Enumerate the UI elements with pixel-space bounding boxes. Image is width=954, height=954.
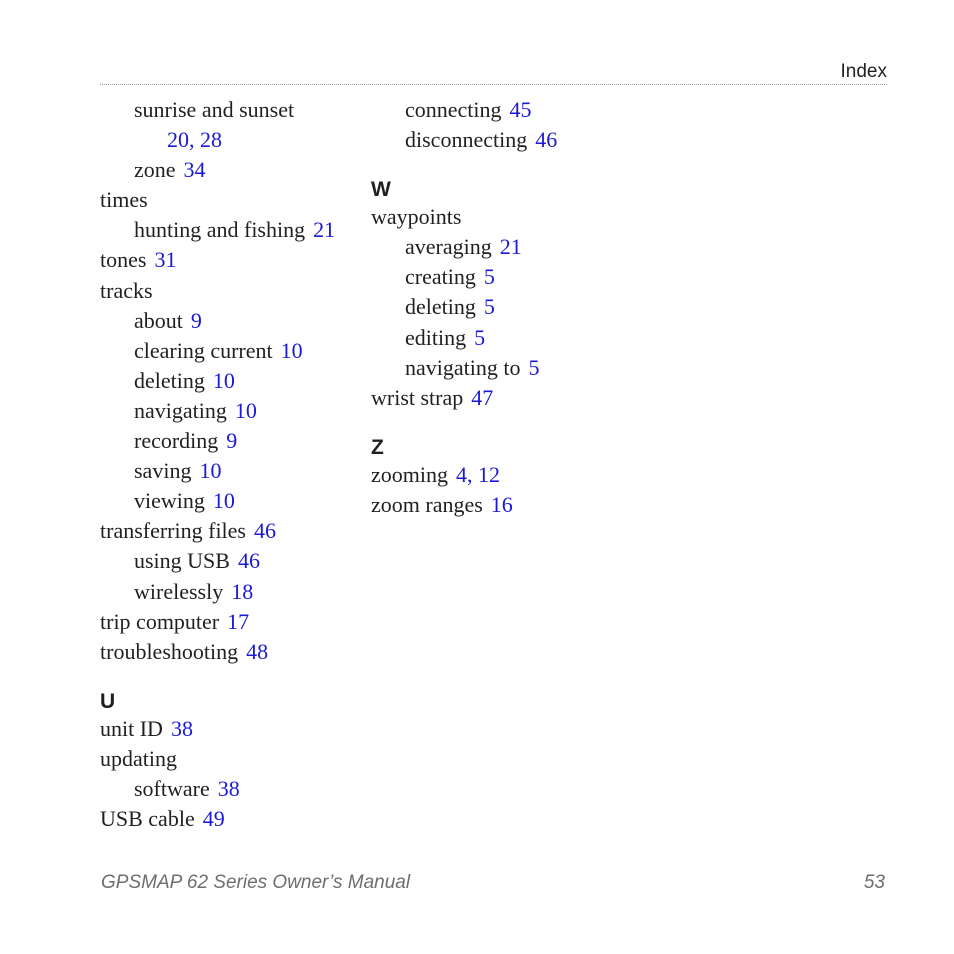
index-column-left xyxy=(100,95,360,834)
page-reference-link[interactable]: 4, 12 xyxy=(456,461,500,487)
index-subentry xyxy=(371,125,631,155)
index-subentry xyxy=(100,577,360,607)
index-term: updating xyxy=(100,745,177,771)
index-term: connecting xyxy=(405,97,502,122)
index-term: sunrise and sunset xyxy=(134,97,295,122)
index-subentry xyxy=(371,95,631,125)
page-reference-link[interactable]: 46 xyxy=(237,548,260,574)
index-entry xyxy=(100,637,360,667)
page-reference-link[interactable]: 10 xyxy=(280,337,303,363)
page-reference-link[interactable]: 5 xyxy=(474,324,486,350)
index-term: transferring files xyxy=(100,518,246,544)
index-column-right xyxy=(371,95,631,520)
page-reference-link[interactable]: 18 xyxy=(231,578,254,604)
index-entry xyxy=(100,245,360,275)
page-reference-link[interactable]: 10 xyxy=(212,488,235,514)
index-subentry xyxy=(100,366,360,396)
page-reference-link[interactable]: 48 xyxy=(246,638,269,664)
index-entry xyxy=(100,276,360,306)
page-reference-link[interactable]: 10 xyxy=(199,458,222,484)
index-subentry xyxy=(100,95,360,125)
index-entry xyxy=(371,383,631,413)
index-term: saving xyxy=(134,458,192,484)
index-subentry xyxy=(100,306,360,336)
index-term: USB cable xyxy=(100,806,195,832)
index-term: unit ID xyxy=(100,715,163,741)
index-term: deleting xyxy=(405,294,476,320)
index-subentry xyxy=(100,486,360,516)
page-reference-link[interactable]: 17 xyxy=(227,608,250,634)
index-term: wirelessly xyxy=(134,578,224,604)
index-subentry xyxy=(100,336,360,366)
index-entry xyxy=(100,607,360,637)
index-term: clearing current xyxy=(134,337,273,363)
index-term: disconnecting xyxy=(405,127,528,153)
index-subentry xyxy=(100,456,360,486)
index-term: editing xyxy=(405,324,467,350)
page-reference-link[interactable]: 5 xyxy=(483,264,495,290)
index-term: hunting and fishing xyxy=(134,217,306,243)
index-term: deleting xyxy=(134,367,205,393)
index-subentry xyxy=(100,774,360,804)
index-subentry xyxy=(100,155,360,185)
index-subentry xyxy=(371,232,631,262)
index-term: viewing xyxy=(134,488,205,514)
page-reference-link[interactable]: 10 xyxy=(234,397,257,423)
index-entry xyxy=(371,490,631,520)
index-entry xyxy=(100,185,360,215)
index-term: wrist strap xyxy=(371,384,464,410)
index-subentry xyxy=(371,262,631,292)
page-reference-link[interactable]: 34 xyxy=(183,157,206,183)
index-term: creating xyxy=(405,264,476,290)
index-entry xyxy=(100,714,360,744)
index-entry xyxy=(371,202,631,232)
index-subentry xyxy=(100,215,360,245)
index-term: navigating xyxy=(134,397,227,423)
manual-title: GPSMAP 62 Series Owner’s Manual xyxy=(101,872,411,893)
index-subentry xyxy=(371,292,631,322)
page-reference-link[interactable]: 21 xyxy=(499,234,522,260)
index-subentry xyxy=(371,323,631,353)
index-term: navigating to xyxy=(405,354,521,380)
index-subentry xyxy=(100,546,360,576)
index-subentry xyxy=(100,125,360,155)
page-reference-link[interactable]: 38 xyxy=(217,775,240,801)
index-term: using USB xyxy=(134,548,230,574)
index-term: averaging xyxy=(405,234,492,260)
index-entry xyxy=(371,460,631,490)
page-reference-link[interactable]: 5 xyxy=(528,354,540,380)
index-term: zone xyxy=(134,157,176,183)
section-label: Index xyxy=(840,61,887,82)
page-reference-link[interactable]: 46 xyxy=(254,518,276,544)
index-term: waypoints xyxy=(371,204,462,230)
page-reference-link[interactable]: 49 xyxy=(202,806,225,832)
index-term: zoom ranges xyxy=(371,491,483,517)
index-subentry xyxy=(100,426,360,456)
index-entry xyxy=(100,804,360,834)
page-reference-link[interactable]: 5 xyxy=(483,294,495,320)
index-term: times xyxy=(100,187,148,213)
index-subentry xyxy=(371,353,631,383)
index-term: troubleshooting xyxy=(100,638,239,664)
section-letter-heading: W xyxy=(371,178,391,202)
page-reference-link[interactable]: 10 xyxy=(212,367,235,393)
index-entry xyxy=(100,744,360,774)
index-term: software xyxy=(134,775,210,801)
page-reference-link[interactable]: 38 xyxy=(170,715,193,741)
index-term: zooming xyxy=(371,461,448,487)
page-reference-link[interactable]: 9 xyxy=(190,307,202,333)
page-reference-link[interactable]: 45 xyxy=(509,97,532,122)
index-term: trip computer xyxy=(100,608,220,634)
page-number: 53 xyxy=(863,872,885,893)
page-reference-link[interactable]: 20, 28 xyxy=(167,127,222,153)
page-reference-link[interactable]: 31 xyxy=(154,247,177,273)
page-reference-link[interactable]: 47 xyxy=(471,384,494,410)
page-reference-link[interactable]: 46 xyxy=(535,127,558,153)
header-divider xyxy=(100,84,887,85)
page-reference-link[interactable]: 16 xyxy=(490,491,513,517)
index-term: about xyxy=(134,307,183,333)
section-letter-heading: U xyxy=(100,689,116,713)
index-entry xyxy=(100,516,360,546)
page-reference-link[interactable]: 21 xyxy=(313,217,336,243)
page-reference-link[interactable]: 9 xyxy=(226,428,238,454)
index-subentry xyxy=(100,396,360,426)
section-letter-heading: Z xyxy=(371,435,384,459)
index-term: tones xyxy=(100,247,147,273)
index-term: tracks xyxy=(100,277,153,303)
index-term: recording xyxy=(134,428,219,454)
